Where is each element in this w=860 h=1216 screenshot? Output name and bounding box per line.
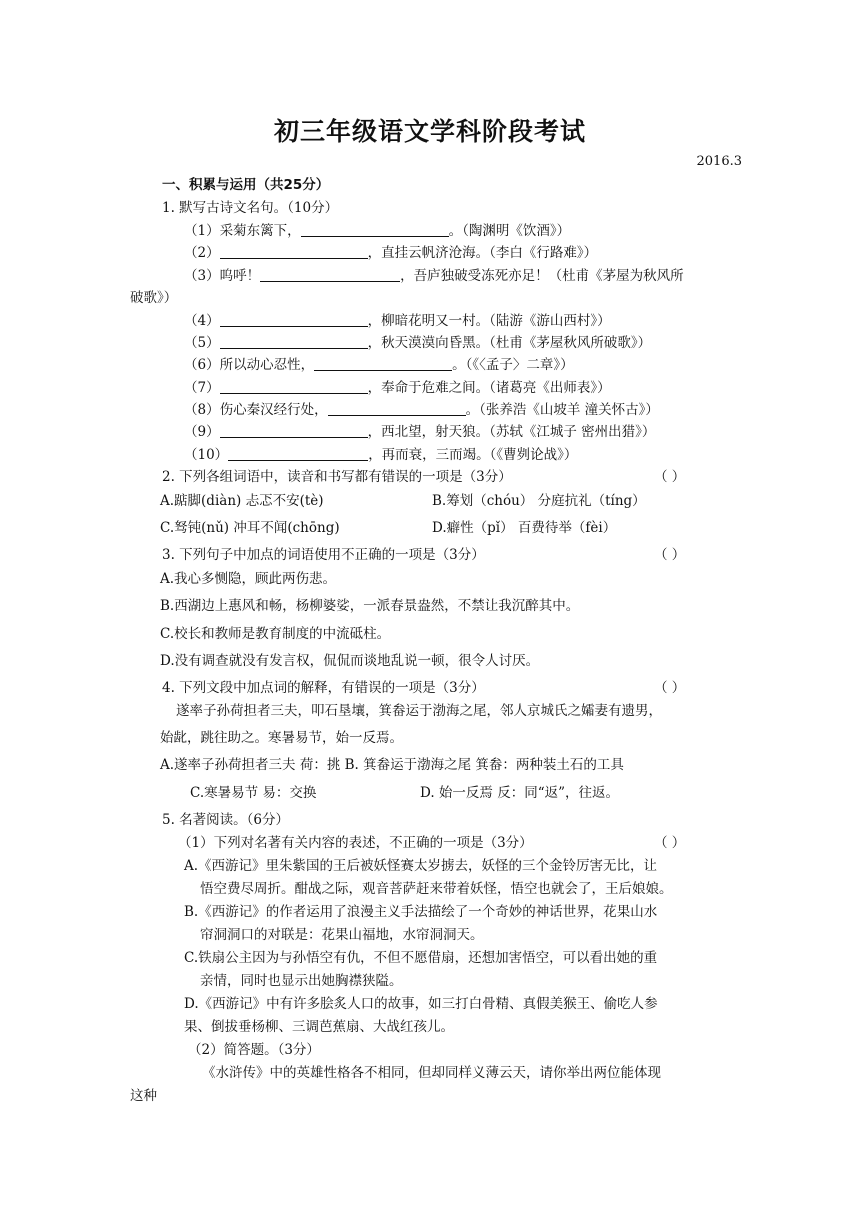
answer-blank[interactable]	[220, 379, 368, 394]
answer-blank[interactable]	[220, 244, 368, 259]
item-suffix: 。（张养浩《山坡羊 潼关怀古》）	[465, 402, 659, 418]
q2-option-b: B.筹划（chóu） 分庭抗礼（tíng）	[432, 493, 646, 509]
item-prefix: （3）呜呼！	[184, 268, 261, 284]
item-prefix: （6）所以动心忍性，	[184, 357, 315, 373]
q4-stem: 4. 下列文段中加点词的解释，有错误的一项是（3分）	[162, 680, 485, 696]
q1-item-2	[184, 243, 597, 263]
q3-option-d: D.没有调查就没有发言权，侃侃而谈地乱说一顿，很令人讨厌。	[160, 653, 540, 669]
q1-item-3-cont: 破歌》）	[130, 290, 178, 306]
answer-blank[interactable]	[228, 446, 368, 461]
q5-option-d-line-1: D.《西游记》中有许多脍炙人口的故事，如三打白骨精、真假美猴王、偷吃人参	[184, 996, 658, 1012]
q2-stem: 2. 下列各组词语中，读音和书写都有错误的一项是（3分）	[162, 469, 512, 485]
item-suffix: ，再而衰，三而竭。（《曹刿论战》）	[368, 447, 578, 463]
answer-blank[interactable]	[220, 423, 368, 438]
q1-item-3	[184, 266, 684, 286]
item-prefix: （4）	[184, 313, 220, 329]
q1-stem: 1. 默写古诗文名句。（10分）	[162, 200, 339, 216]
q1-item-8	[184, 400, 659, 420]
item-suffix: ，西北望，射天狼。（苏轼《江城子 密州出猎》）	[367, 424, 656, 440]
answer-blank[interactable]	[328, 401, 466, 416]
item-suffix: 。（《〈孟子〉二章》）	[452, 357, 574, 373]
answer-blank[interactable]	[301, 222, 449, 237]
q5-sub2-stem: （2）简答题。（3分）	[188, 1042, 320, 1058]
q2-option-c: C.驽钝(nǔ) 冲耳不闻(chōng)	[160, 520, 340, 536]
q3-answer-paren[interactable]: （ ）	[654, 547, 686, 563]
q2-answer-paren[interactable]: （ ）	[654, 469, 686, 485]
q5-sub2-question-line-1: 《水浒传》中的英雄性格各不相同，但却同样义薄云天，请你举出两位能体现	[202, 1065, 661, 1081]
item-suffix: ，吾庐独破受冻死亦足！（杜甫《茅屋为秋风所	[400, 268, 684, 284]
q5-option-a-line-1: A.《西游记》里朱紫国的王后被妖怪赛太岁掳去，妖怪的三个金铃厉害无比，让	[184, 858, 658, 874]
q4-option-c: C.寒暑易节 易：交换	[190, 785, 317, 801]
section-heading: 一、积累与运用（共25分）	[162, 177, 330, 193]
q5-option-b-line-1: B.《西游记》的作者运用了浪漫主义手法描绘了一个奇妙的神话世界，花果山水	[184, 904, 658, 920]
q1-item-6	[184, 355, 574, 375]
q1-item-1	[184, 221, 570, 241]
q5-answer-paren[interactable]: （ ）	[654, 835, 686, 851]
item-prefix: （2）	[184, 245, 220, 261]
q5-option-c-line-2: 亲情，同时也显示出她胸襟狭隘。	[200, 973, 403, 989]
item-prefix: （10）	[184, 447, 229, 463]
item-suffix: ，秋天漠漠向昏黑。（杜甫《茅屋秋风所破歌》）	[367, 335, 652, 351]
q5-sub2-question-line-2: 这种	[130, 1088, 157, 1104]
q3-option-a: A.我心多恻隐，顾此两伤悲。	[160, 571, 337, 587]
q5-option-c-line-1: C.铁扇公主因为与孙悟空有仇，不但不愿借扇，还想加害悟空，可以看出她的重	[184, 950, 658, 966]
q4-answer-paren[interactable]: （ ）	[654, 680, 686, 696]
q4-option-d: D. 始一反焉 反：同“返”，往返。	[420, 785, 620, 801]
q5-option-b-line-2: 帘洞洞口的对联是：花果山福地，水帘洞洞天。	[200, 927, 484, 943]
q4-passage-line-1: 遂率子孙荷担者三夫，叩石垦壤，箕畚运于渤海之尾，邻人京城氏之孀妻有遗男，	[176, 703, 662, 719]
answer-blank[interactable]	[220, 312, 368, 327]
q5-option-a-line-2: 悟空费尽周折。酣战之际，观音菩萨赶来带着妖怪，悟空也就会了，王后娘娘。	[200, 881, 673, 897]
q3-stem: 3. 下列句子中加点的词语使用不正确的一项是（3分）	[162, 547, 485, 563]
item-suffix: ，奉命于危难之间。（诸葛亮《出师表》）	[367, 380, 611, 396]
q1-item-9	[184, 422, 655, 442]
item-suffix: 。（陶渊明《饮酒》）	[448, 223, 571, 239]
answer-blank[interactable]	[314, 356, 452, 371]
item-suffix: ，柳暗花明又一村。（陆游《游山西村》）	[367, 313, 611, 329]
q4-options-ab: A.遂率子孙荷担者三夫 荷：挑 B. 箕畚运于渤海之尾 箕畚：两种装土石的工具	[160, 757, 624, 773]
item-prefix: （9）	[184, 424, 220, 440]
q2-option-d: D.癖性（pǐ） 百费待举（fèi）	[432, 520, 617, 536]
q3-option-b: B.西湖边上惠风和畅，杨柳婆娑，一派春景盎然，不禁让我沉醉其中。	[160, 598, 580, 614]
exam-date: 2016.3	[696, 154, 742, 169]
item-prefix: （5）	[184, 335, 220, 351]
item-prefix: （8）伤心秦汉经行处，	[184, 402, 328, 418]
q2-option-a: A.踮脚(diàn) 忐忑不安(tè)	[160, 493, 324, 509]
q1-item-7	[184, 378, 611, 398]
q5-stem: 5. 名著阅读。（6分）	[162, 812, 290, 828]
q3-option-c: C.校长和教师是教育制度的中流砥柱。	[160, 626, 391, 642]
item-prefix: （7）	[184, 380, 220, 396]
exam-title: 初三年级语文学科阶段考试	[273, 117, 586, 146]
q1-item-5	[184, 333, 651, 353]
answer-blank[interactable]	[260, 267, 400, 282]
item-suffix: ，直挂云帆济沧海。（李白《行路难》）	[367, 245, 598, 261]
q4-passage-line-2: 始龀，跳往助之。寒暑易节，始一反焉。	[160, 730, 403, 746]
q1-item-4	[184, 311, 611, 331]
q5-sub1-stem: （1）下列对名著有关内容的表述，不正确的一项是（3分）	[178, 835, 533, 851]
answer-blank[interactable]	[220, 334, 368, 349]
q1-item-10	[184, 445, 577, 465]
q5-option-d-line-2: 果、倒拔垂杨柳、三调芭蕉扇、大战红孩儿。	[184, 1019, 454, 1035]
item-prefix: （1）采菊东篱下，	[184, 223, 301, 239]
